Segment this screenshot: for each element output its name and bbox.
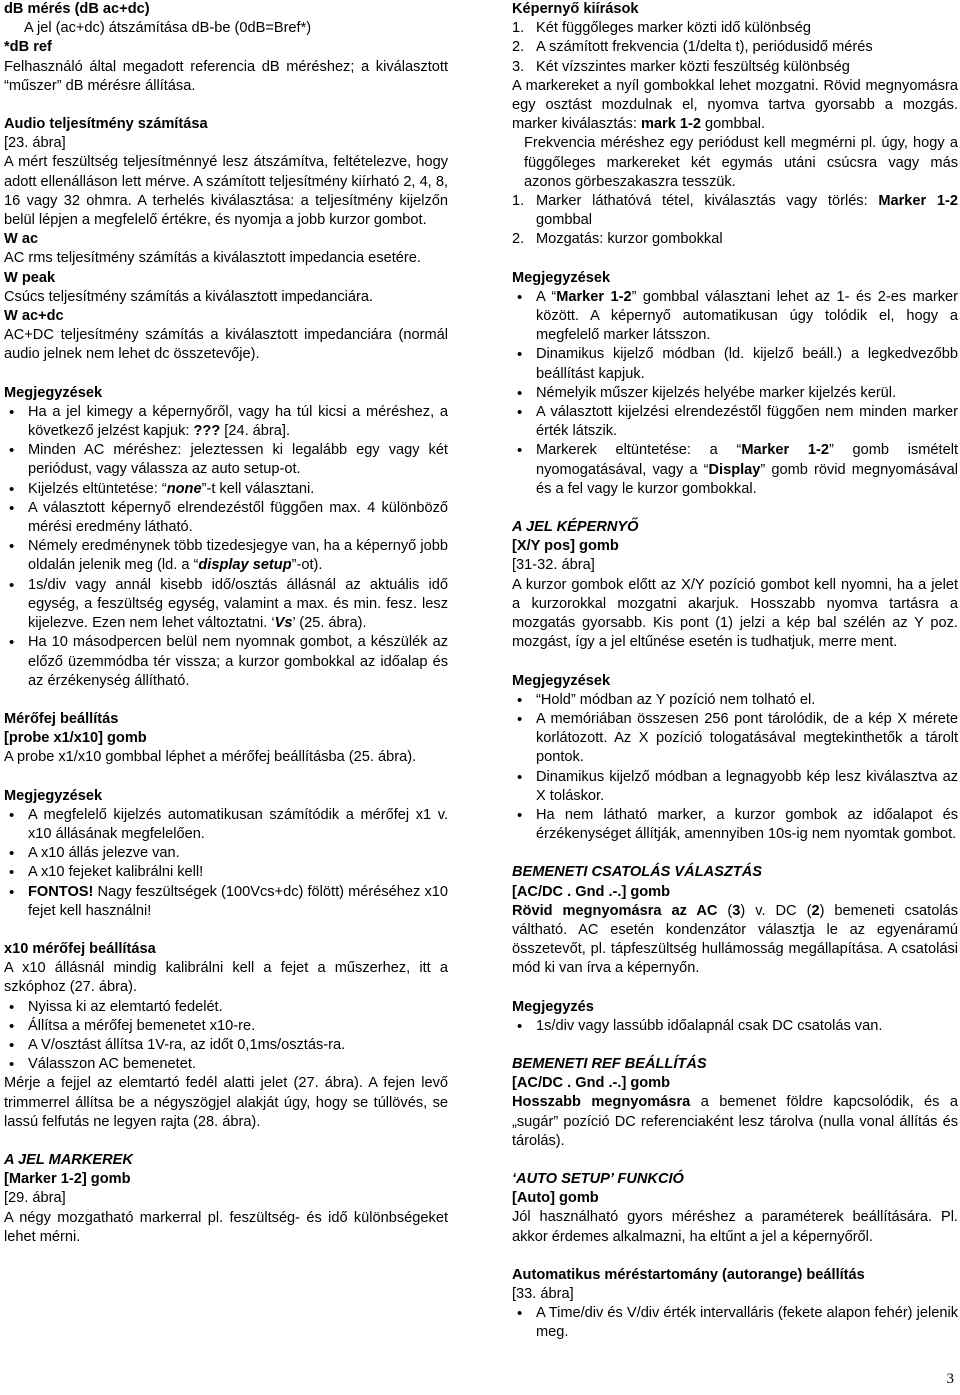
list-item: • Minden AC méréshez: jeleztessen ki legalább egy vagy két periódust, vagy válassza az auto setup-ot. bbox=[4, 441, 448, 479]
wacdc-title: W ac+dc bbox=[4, 308, 64, 325]
list-item: • 1s/div vagy lassúbb időalapnál csak DC csatolás van. bbox=[512, 1017, 958, 1036]
notes4-list bbox=[512, 691, 958, 845]
auto-subtitle: [Auto] gomb bbox=[512, 1190, 599, 1207]
list-item: • Ha nem látható marker, a kurzor gombok az időalapot és érzékenységet állítják, amennyiben 10s-ig nem nyomtak gombot. bbox=[512, 806, 958, 844]
input-title: BEMENETI CSATOLÁS VÁLASZTÁS bbox=[512, 864, 762, 881]
input-subtitle: [AC/DC . Gnd .-.] gomb bbox=[512, 883, 671, 900]
ref-title: BEMENETI REF BEÁLLÍTÁS bbox=[512, 1055, 707, 1072]
wac-title: W ac bbox=[4, 231, 39, 248]
freq-text: Frekvencia méréshez egy periódust kell megmérni pl. úgy, hogy a függőleges markereket két egymás utáni csúcsra vagy más azonos görbeszakaszra tesszük. bbox=[524, 135, 958, 190]
notes2-title: Megjegyzések bbox=[4, 787, 103, 804]
list-item: • A választott képernyő elrendezéstől függően max. 4 különböző mérési eredmény látható. bbox=[4, 499, 448, 537]
x10-title: x10 mérőfej beállítása bbox=[4, 940, 156, 957]
wpeak-title: W peak bbox=[4, 269, 56, 286]
auto-text: Jól használható gyors méréshez a paraméterek beállítására. Pl. akkor érdemes alkalmazni, ha eltűnt a jel a képernyőről. bbox=[512, 1209, 958, 1245]
jel-title: A JEL KÉPERNYŐ bbox=[512, 519, 639, 536]
db-line: A jel (ac+dc) átszámítása dB-be (0dB=Bref*) bbox=[24, 20, 312, 37]
list-item: • A V/osztást állítsa 1V-ra, az időt 0,1ms/osztás-ra. bbox=[4, 1036, 448, 1055]
ref-text: Hosszabb megnyomásra a bemenet földre kapcsolódik, és a „sugár” pozíció DC referenciaként lesz tárolva (nulla vonal állítás és tárolás). bbox=[512, 1094, 958, 1149]
list-item: • Ha 10 másodpercen belül nem nyomnak gombot, a készülék az előző üzemmódba tér vissza; a kurzor gombokkal az időalap és az érzékenység állítható. bbox=[4, 633, 448, 691]
range-list bbox=[512, 1304, 958, 1342]
jel-text: A kurzor gombok előtt az X/Y pozíció gombot kell nyomni, ha a jelet a kurzorokkal mozgatni akarjuk. Hosszabb nyomva tartásra a mozgatás gyorsabb. Kis pont (1) jelzi a kép bal szélén az Y poz. mozgást, így a jel eltűnése esetén is tudhatjuk, merre ment. bbox=[512, 576, 958, 651]
list-item: • Válasszon AC bemenetet. bbox=[4, 1055, 448, 1074]
markers-figure-ref: [29. ábra] bbox=[4, 1190, 66, 1207]
x10-text: A x10 állásnál mindig kalibrálni kell a fejet a műszerhez, itt a szkóphoz (27. ábra). bbox=[4, 960, 448, 996]
audio-title: Audio teljesítmény számítása bbox=[4, 116, 208, 133]
list-item: • Nyissa ki az elemtartó fedelét. bbox=[4, 998, 448, 1017]
page-number: 3 bbox=[946, 1370, 954, 1387]
notes5-title: Megjegyzés bbox=[512, 998, 594, 1015]
notes1-title: Megjegyzések bbox=[4, 384, 103, 401]
list-item: • Markerek eltüntetése: a “Marker 1-2” gomb ismételt nyomogatásával, vagy a “Display” gomb rövid megnyomásával és a fel vagy le kurzor gombokkal. bbox=[512, 441, 958, 499]
list-item: 1. Két függőleges marker közti idő különbség bbox=[512, 20, 812, 37]
list-item: 3. Két vízszintes marker közti feszültség különbség bbox=[512, 58, 850, 75]
jel-subtitle: [X/Y pos] gomb bbox=[512, 538, 619, 555]
x10-list bbox=[4, 998, 448, 1075]
marker-list bbox=[512, 192, 958, 250]
list-item: • A megfelelő kijelzés automatikusan számítódik a mérőfej x1 v. x10 állásának megfelelően. bbox=[4, 806, 448, 844]
notes5-list bbox=[512, 1017, 958, 1036]
list-item: 1. Marker láthatóvá tétel, kiválasztás vagy törlés: Marker 1-2 gombbal bbox=[512, 193, 959, 229]
notes2-list bbox=[4, 806, 448, 921]
list-item: • Állítsa a mérőfej bemenetet x10-re. bbox=[4, 1017, 448, 1036]
range-figure-ref: [33. ábra] bbox=[512, 1285, 574, 1302]
markers-subtitle: [Marker 1-2] gomb bbox=[4, 1171, 131, 1188]
markers-title: A JEL MARKEREK bbox=[4, 1151, 133, 1168]
jel-figure-ref: [31-32. ábra] bbox=[512, 557, 595, 574]
list-item: • A x10 fejeket kalibrálni kell! bbox=[4, 863, 448, 882]
list-item: • A választott kijelzési elrendezéstől függően nem minden marker érték látszik. bbox=[512, 403, 958, 441]
list-item: • Ha a jel kimegy a képernyőről, vagy ha túl kicsi a méréshez, a következő jelzést kapjuk: ??? [24. ábra]. bbox=[4, 403, 448, 441]
move-text: A markereket a nyíl gombokkal lehet mozgatni. Rövid megnyomásra egy osztást mozdulnak el, nyomva tartva gyorsabb a mozgás. marker kiválasztás: mark 1-2 gombbal. bbox=[512, 77, 958, 133]
range-title: Automatikus méréstartomány (autorange) beállítás bbox=[512, 1266, 865, 1283]
left-column bbox=[4, 0, 448, 1247]
list-item: • Némelyik műszer kijelzés helyébe marker kijelzés kerül. bbox=[512, 384, 958, 403]
dbref-text: Felhasználó által megadott referencia dB méréshez; a kiválasztott “műszer” dB mérésre állítása. bbox=[4, 58, 448, 94]
list-item: • A x10 állás jelezve van. bbox=[4, 844, 448, 863]
notes3-title: Megjegyzések bbox=[512, 269, 611, 286]
list-item: • Némely eredménynek több tizedesjegye van, ha a képernyő jobb oldalán jelenik meg (ld. a “display setup”-ot). bbox=[4, 537, 448, 575]
list-item: • Kijelzés eltüntetése: “none”-t kell választani. bbox=[4, 480, 448, 499]
wac-text: AC rms teljesítmény számítás a kiválasztott impedancia esetére. bbox=[4, 250, 421, 267]
list-item: 2. Mozgatás: kurzor gombokkal bbox=[512, 231, 723, 248]
audio-text: A mért feszültség teljesítménnyé lesz átszámítva, feltételezve, hogy adott ellenálláson lett mérve. A számított teljesítmény kiírható 2, 4, 8, 16 vagy 32 ohmra. A terhelés kiválasztása: a teljesítmény kijelzőn belül lépjen a megfelelő értékre, és nyomja a jobb kurzor gombot. bbox=[4, 154, 448, 229]
list-item: • A memóriában összesen 256 pont tárolódik, de a kép X mérete korlátozott. Az X pozíció tologatásával megtekinthetők a tárolt pontok. bbox=[512, 710, 958, 768]
list-item: • “Hold” módban az Y pozíció nem tolható el. bbox=[512, 691, 958, 710]
list-item: 2. A számított frekvencia (1/delta t), periódusidő mérés bbox=[512, 39, 873, 56]
notes4-title: Megjegyzések bbox=[512, 672, 611, 689]
markers-text: A négy mozgatható markerral pl. feszültség- és idő különbségeket lehet mérni. bbox=[4, 1209, 448, 1245]
ref-subtitle: [AC/DC . Gnd .-.] gomb bbox=[512, 1075, 671, 1092]
audio-figure-ref: [23. ábra] bbox=[4, 135, 66, 152]
list-item: • A Time/div és V/div érték intervalláris (fekete alapon fehér) jelenik meg. bbox=[512, 1304, 958, 1342]
input-text: Rövid megnyomásra az AC (3) v. DC (2) bemeneti csatolás váltható. AC esetén kondenzátor választja le az egyenáramú összetevőt, pl. tápfeszültség hullámosság megállapítása. A csatolási mód ki van írva a képernyőn. bbox=[512, 902, 958, 977]
list-item: • FONTOS! Nagy feszültségek (100Vcs+dc) fölött) méréséhez x10 fejet kell használni! bbox=[4, 883, 448, 921]
wpeak-text: Csúcs teljesítmény számítás a kiválasztott impedanciára. bbox=[4, 288, 374, 305]
list-item: • A “Marker 1-2” gombbal választani lehet az 1- és 2-es marker között. A képernyő automatikusan úgy tolódik el, hogy a megfelelő marker látsszon. bbox=[512, 288, 958, 346]
list-item: • Dinamikus kijelző módban a legnagyobb kép lesz kiválasztva az X toláskor. bbox=[512, 768, 958, 806]
notes3-list bbox=[512, 288, 958, 499]
auto-title: ‘AUTO SETUP’ FUNKCIÓ bbox=[512, 1170, 684, 1187]
wacdc-text: AC+DC teljesítmény számítás a kiválasztott impedanciára (normál audio jelnek nem lehet dc összetevője). bbox=[4, 327, 448, 363]
db-title: dB mérés (dB ac+dc) bbox=[4, 1, 150, 17]
list-item: • Dinamikus kijelző módban (ld. kijelző beáll.) a legkedvezőbb beállítást kapjuk. bbox=[512, 345, 958, 383]
screen-list bbox=[512, 19, 958, 77]
screen-title: Képernyő kiírások bbox=[512, 1, 639, 17]
notes1-list bbox=[4, 403, 448, 691]
x10-text2: Mérje a fejjel az elemtartó fedél alatti jelet (27. ábra). A fejen levő trimmerrel állítsa be a négyszögjel alakját úgy, hogy se túllövés, se lassú felfutás ne legyen rajta (28. ábra). bbox=[4, 1075, 448, 1130]
probe-subtitle: [probe x1/x10] gomb bbox=[4, 730, 147, 747]
probe-text: A probe x1/x10 gombbal léphet a mérőfej beállításba (25. ábra). bbox=[4, 749, 417, 766]
list-item: • 1s/div vagy annál kisebb idő/osztás állásnál az aktuális idő egység, a feszültség egység, valamint a max. és min. fesz. lesz kijelezve. Ezen nem lehet változtatni. ‘Vs’ (25. ábra). bbox=[4, 576, 448, 634]
dbref-title: *dB ref bbox=[4, 39, 52, 56]
probe-title: Mérőfej beállítás bbox=[4, 710, 119, 727]
right-column bbox=[512, 0, 958, 1343]
